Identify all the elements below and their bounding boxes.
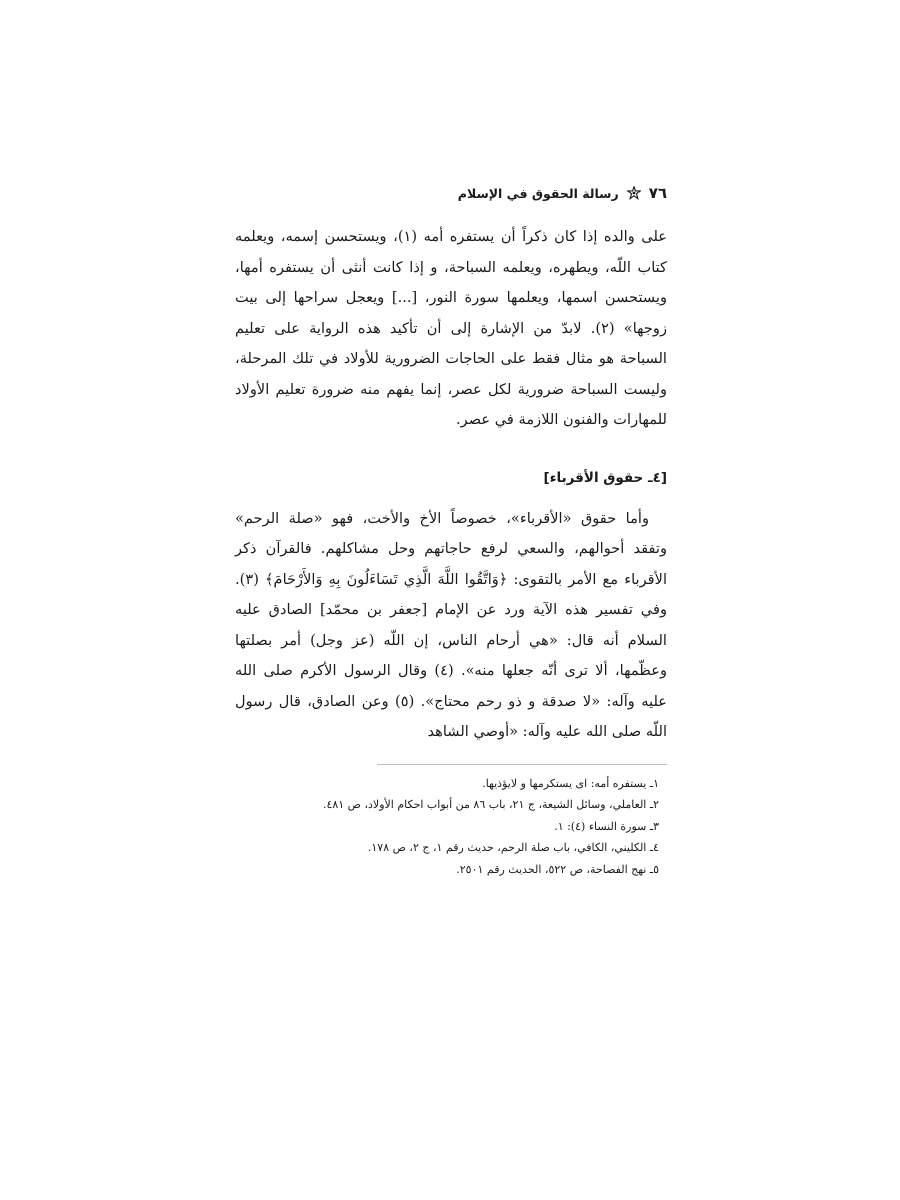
footnotes-list: [235, 773, 667, 881]
footnote-divider: [377, 764, 667, 765]
star-ornament-icon: [627, 186, 641, 200]
footnote-item: ٣ـ سورة النساء (٤): ١.: [554, 819, 659, 833]
book-title: رسالة الحقوق في الإسلام: [457, 185, 619, 201]
footnote-item: ٤ـ الكليني، الكافي، باب صلة الرحم، حديث رقم ١، ج ٢، ص ١٧٨.: [367, 841, 659, 854]
body-paragraph-2: وأما حقوق «الأقرباء»، خصوصاً الأخ والأخت، فهو «صلة الرحم» وتفقد أحوالهم، والسعي لرفع حاجاتهم وحل مشاكلهم. فالقرآن ذكر الأقرباء مع الأمر بالتقوى: ﴿وَاتَّقُوا اللَّهَ الَّذِي تَسَاءَلُونَ بِهِ وَالأَرْحَامَ﴾ (٣). وفي تفسير هذه الآية ورد عن الإمام [جعفر بن محمّد] الصادق عليه السلام أنه قال: «هي أرحام الناس، إن اللّه (عز وجل) أمر بصلتها وعظّمها، ألا ترى أنّه جعلها منه». (٤) وقال الرسول الأكرم صلى الله عليه وآله: «لا صدقة و ذو رحم محتاج». (٥) وعن الصادق، قال رسول اللّه صلى الله عليه وآله: «أوصي الشاهد: [235, 509, 668, 740]
section-heading: [٤ـ حقوق الأقرباء]: [543, 469, 667, 486]
page-number: ٧٦: [648, 184, 667, 202]
running-header: [235, 180, 667, 206]
footnote-item: ٢ـ العاملي، وسائل الشيعة، ج ٢١، باب ٨٦ من أبواب احكام الأولاد، ص ٤٨١.: [322, 798, 659, 811]
footnote-item: ٥ـ نهج الفصاحة، ص ٥٢٢، الحديث رقم ٢٥٠١.: [456, 862, 659, 876]
body-paragraph-1: على والده إذا كان ذكراً أن يستفره أمه (١)، ويستحسن إسمه، ويعلمه كتاب اللّه، ويطهره، ويعلمه السباحة، و إذا كانت أنثى أن يستفره أمها، ويستحسن اسمها، ويعلمها سورة النور، [...] ويعجل سراحها إلى بيت زوجها» (٢). لابدّ من الإشارة إلى أن تأكيد هذه الرواية على تعليم السباحة هو مثال فقط على الحاجات الضرورية للأولاد في تلك المرحلة، وليست السباحة ضرورية لكل عصر، إنما يفهم منه ضرورة تعليم الأولاد للمهارات والفنون اللازمة في عصر.: [235, 228, 667, 428]
footnote-item: ١ـ يستفره أمه: اى يستكرمها و لايؤذيها.: [482, 776, 659, 790]
book-page: [235, 180, 667, 880]
